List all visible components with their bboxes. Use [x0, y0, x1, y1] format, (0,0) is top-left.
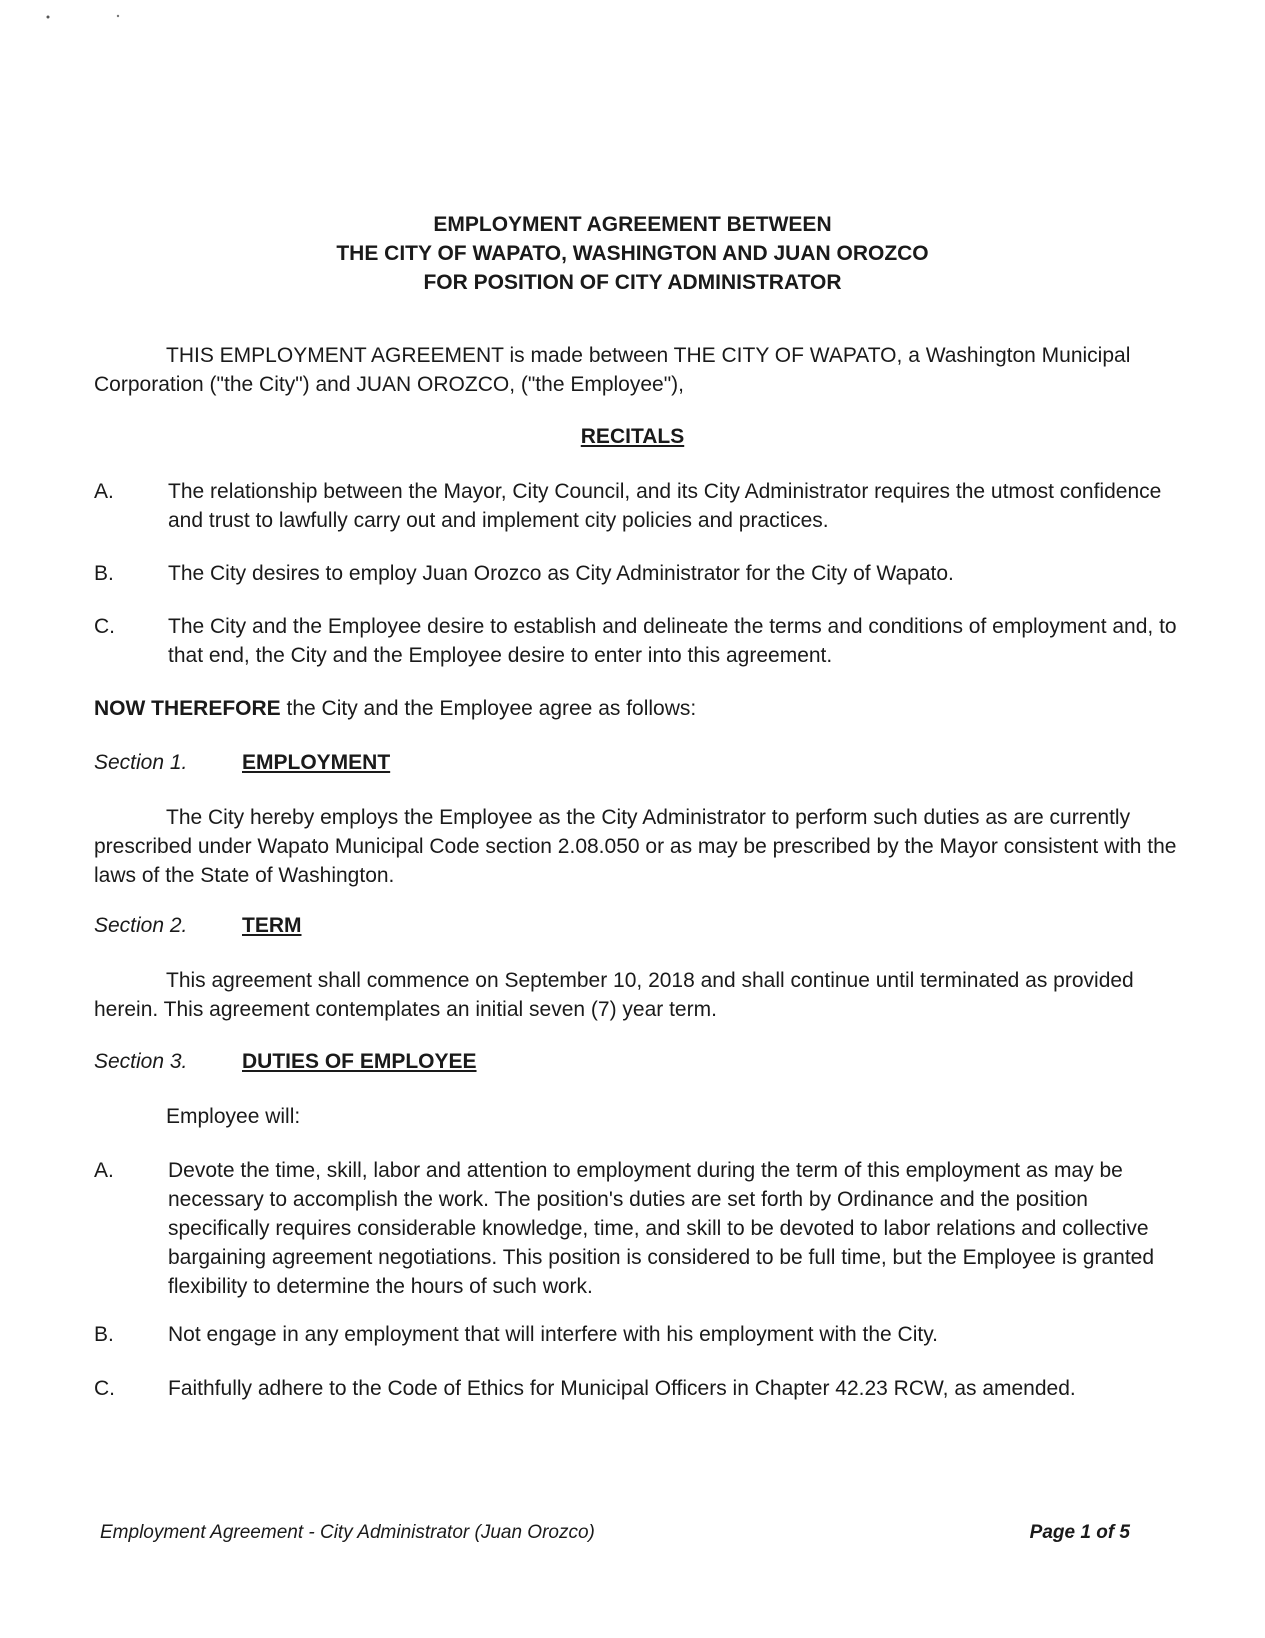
duty-text: Devote the time, skill, labor and attention to employment during the term of this employment as may be necessary to accomplish the work. The position's duties are set forth by Ordinance and the position specifically requires considerable knowledge, time, and skill to be devoted to labor relations and collective bargaining agreement negotiations. This position is considered to be full time, but the Employee is granted flexibility to determine the hours of such work.	[168, 1159, 1155, 1298]
duty-item-a	[94, 1156, 1194, 1301]
section-title: TERM	[242, 914, 302, 937]
duty-item-c	[94, 1374, 1194, 1403]
recital-letter: B.	[94, 562, 114, 585]
recital-text: The City and the Employee desire to establish and delineate the terms and conditions of employment and, to that end, the City and the Employee desire to enter into this agreement.	[168, 615, 1177, 667]
title-line-3: FOR POSITION OF CITY ADMINISTRATOR	[423, 271, 842, 294]
footer-page-number: Page 1 of 5	[1029, 1522, 1130, 1543]
document-title	[0, 210, 1265, 297]
section-1-heading	[94, 748, 390, 777]
duty-letter: B.	[94, 1323, 114, 1346]
title-line-1: EMPLOYMENT AGREEMENT BETWEEN	[433, 213, 832, 236]
duty-text: Not engage in any employment that will interfere with his employment with the City.	[168, 1323, 938, 1346]
scan-specks	[40, 8, 140, 28]
duty-text: Faithfully adhere to the Code of Ethics for Municipal Officers in Chapter 42.23 RCW, as amended.	[168, 1377, 1076, 1400]
section-title: DUTIES OF EMPLOYEE	[242, 1050, 477, 1073]
title-line-2: THE CITY OF WAPATO, WASHINGTON AND JUAN OROZCO	[336, 242, 929, 265]
recitals-heading: RECITALS	[580, 425, 685, 448]
now-therefore-lead: NOW THEREFORE	[94, 697, 281, 720]
section-3-intro: Employee will:	[166, 1105, 301, 1128]
section-label: Section 2.	[94, 914, 188, 937]
footer-document-name: Employment Agreement - City Administrator (Juan Orozco)	[100, 1522, 595, 1543]
recital-item-b	[94, 559, 1194, 588]
now-therefore-paragraph	[94, 694, 1184, 723]
duty-letter: C.	[94, 1377, 115, 1400]
section-3-heading	[94, 1047, 477, 1076]
duty-letter: A.	[94, 1159, 114, 1182]
recital-letter: C.	[94, 615, 115, 638]
section-2-body: This agreement shall commence on September 10, 2018 and shall continue until terminated as provided herein. This agreement contemplates an initial seven (7) year term.	[94, 969, 1134, 1021]
recital-text: The relationship between the Mayor, City Council, and its City Administrator requires the utmost confidence and trust to lawfully carry out and implement city policies and practices.	[168, 480, 1162, 532]
intro-paragraph: THIS EMPLOYMENT AGREEMENT is made between THE CITY OF WAPATO, a Washington Municipal Corporation ("the City") and JUAN OROZCO, ("the Employee"),	[94, 344, 1131, 396]
recital-text: The City desires to employ Juan Orozco as City Administrator for the City of Wapato.	[168, 562, 954, 585]
now-therefore-rest: the City and the Employee agree as follows:	[280, 697, 697, 720]
recital-item-c	[94, 612, 1194, 670]
section-label: Section 1.	[94, 751, 188, 774]
duty-item-b	[94, 1320, 1194, 1349]
section-title: EMPLOYMENT	[242, 751, 391, 774]
section-2-heading	[94, 911, 302, 940]
recital-letter: A.	[94, 480, 114, 503]
recital-item-a	[94, 477, 1194, 535]
section-label: Section 3.	[94, 1050, 188, 1073]
section-1-body: The City hereby employs the Employee as the City Administrator to perform such duties as are currently prescribed under Wapato Municipal Code section 2.08.050 or as may be prescribed by the Mayor consistent with the laws of the State of Washington.	[94, 806, 1177, 887]
